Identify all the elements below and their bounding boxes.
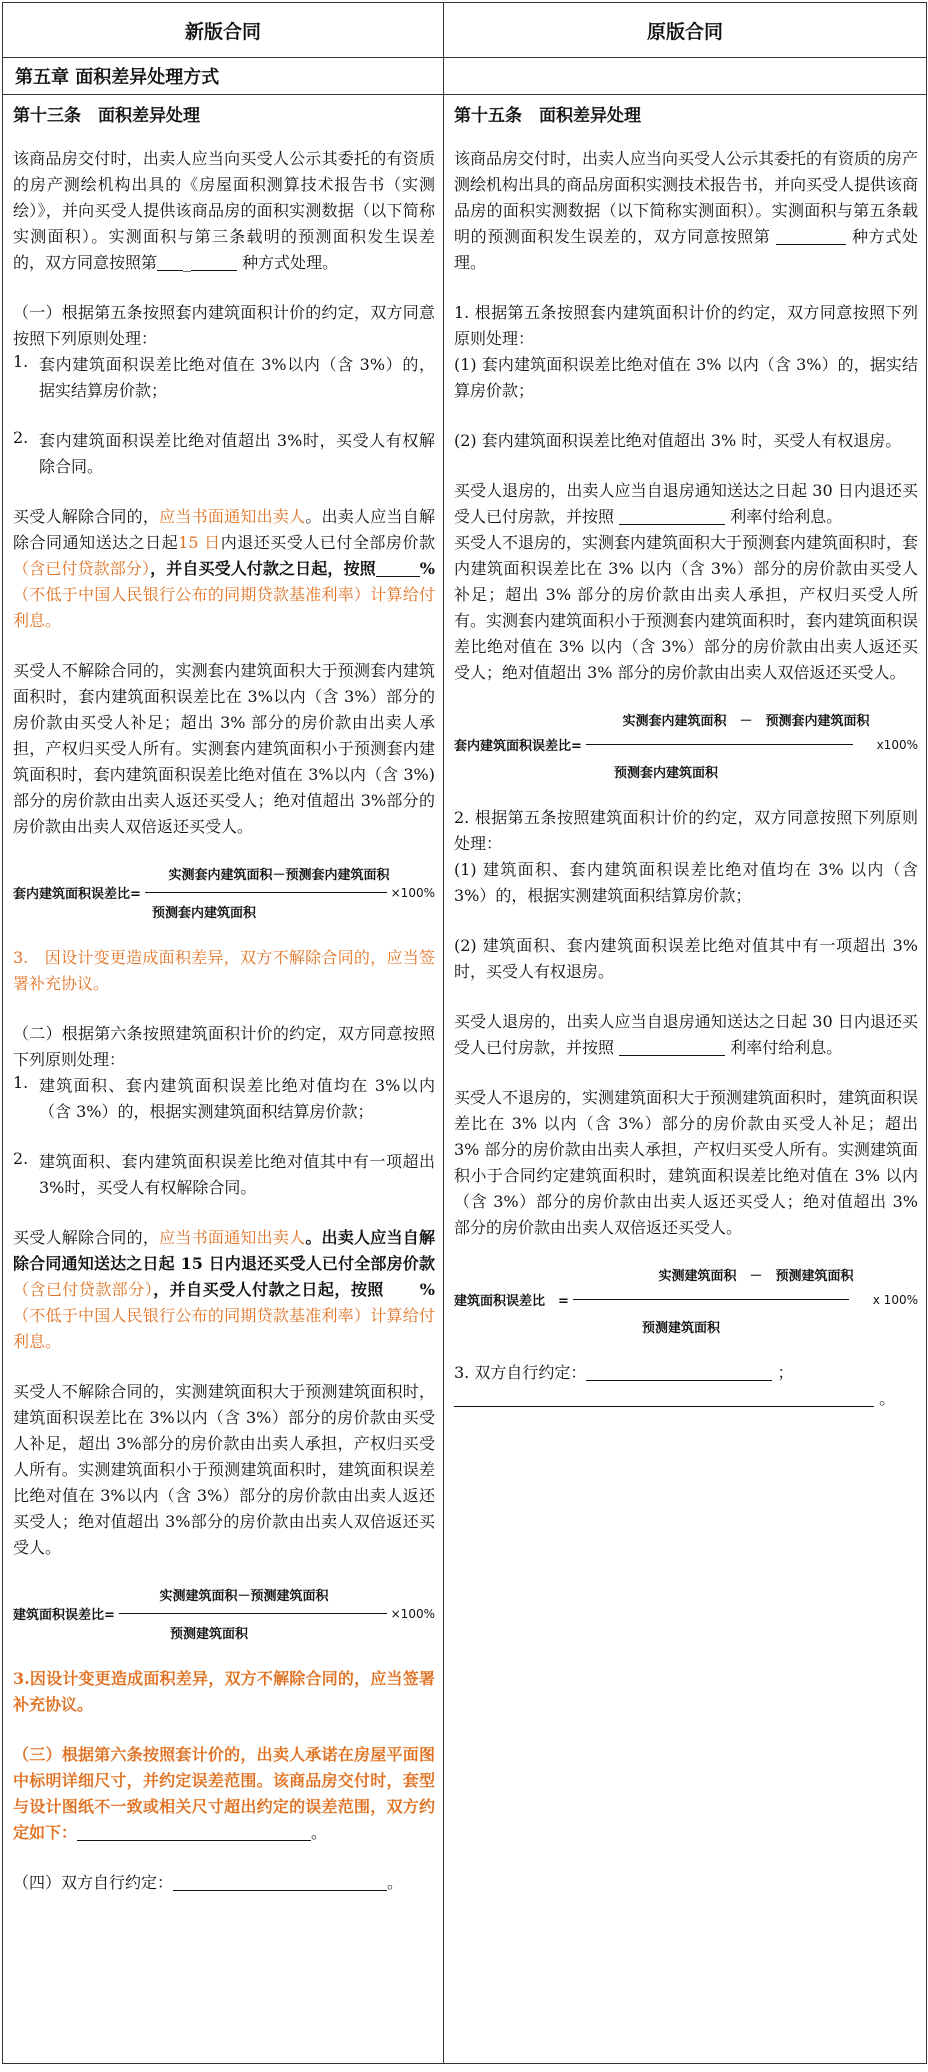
article-title: 第十三条 面积差异处理 (13, 106, 200, 126)
blank-field[interactable] (157, 252, 183, 271)
list-item-3: 3. 因设计变更造成面积差异，双方不解除合同的，应当签署补充协议。 (13, 948, 435, 993)
no-refund-paragraph-2: 买受人不退房的，实测建筑面积大于预测建筑面积时，建筑面积误差比在 3% 以内（含 3%）部分的房价款由买受人补足；超出 3% 部分的房价款由出卖人承担，产权归买受人所有。实测建筑面积小于合同约定建筑面积时，建筑面积误差比绝对值在 3% 以内（含 3%）部分的房价款由出卖人返还买受人；绝对值超出 3% 部分的房价款由出卖人双倍返还买受人。 (454, 1088, 919, 1237)
list-item: 1. 建筑面积、套内建筑面积误差比绝对值均在 3%以内（含 3%）的，根据实测建筑面积结算房价款； (13, 1073, 435, 1121)
list-item: (1) 套内建筑面积误差比绝对值在 3% 以内（含 3%）的，据实结算房价款； (454, 355, 918, 400)
intro-paragraph: 该商品房交付时，出卖人应当向买受人公示其委托的有资质的房产测绘机构出具的《房屋面积测算技术报告书（实测绘）》，并向买受人提供该商品房的面积实测数据（以下简称实测面积）。实测面积与第三条载明的预测面积发生误差的，双方同意按照第 _ 种方式处理。 (13, 149, 435, 272)
section-3: 3. 双方自行约定： ； (454, 1363, 794, 1382)
no-refund-paragraph: 买受人不退房的，实测套内建筑面积大于预测套内建筑面积时，套内建筑面积误差比在 3% 以内（含 3%）部分的房价款由买受人补足；超出 3% 部分的房价款由出卖人承担，产权归买受人所有。实测套内建筑面积小于预测套内建筑面积时，套内建筑面积误差比绝对值在 3% 以内（含 3%）部分的房价款由出卖人返还买受人；绝对值超出 3% 部分的房价款由出卖人双倍返还买受人。 (454, 533, 919, 682)
formula-inner-area: 实测套内建筑面积－预测套内建筑面积 套内建筑面积误差比= ×100% 预测套内建筑面积 (13, 868, 435, 921)
section-1-title: （一）根据第五条按照套内建筑面积计价的约定，双方同意按照下列原则处理： (13, 303, 435, 348)
article-title: 第十五条 面积差异处理 (454, 106, 641, 126)
intro-paragraph: 该商品房交付时，出卖人应当向买受人公示其委托的有资质的房产测绘机构出具的商品房面积实测技术报告书，并向买受人提供该商品房的面积实测数据（以下简称实测面积）。实测面积与第五条载明的预测面积发生误差的，双方同意按照第 种方式处理。 (454, 149, 919, 272)
section-4: （四）双方自行约定： 。 (13, 1873, 404, 1892)
section-1-title: 1. 根据第五条按照套内建筑面积计价的约定，双方同意按照下列原则处理： (454, 303, 918, 348)
rate-blank[interactable] (384, 1280, 420, 1298)
list-item: (1) 建筑面积、套内建筑面积误差比绝对值均在 3% 以内（含 3%）的，根据实测建筑面积结算房价款； (454, 860, 918, 905)
rescind-paragraph: 买受人解除合同的，应当书面通知出卖人。出卖人应当自解除合同通知送达之日起15 日内退还买受人已付全部房价款（含已付贷款部分），并自买受人付款之日起，按照 %（不低于中国人民银行公布的同期贷款基准利率）计算给付利息。 (13, 507, 435, 630)
refund-paragraph-2: 买受人退房的，出卖人应当自退房通知送达之日起 30 日内退还买受人已付房款，并按照 利率付给利息。 (454, 1012, 918, 1057)
blank-field[interactable] (173, 1872, 387, 1891)
header-original-contract: 原版合同 (444, 3, 927, 58)
list-item: (2) 建筑面积、套内建筑面积误差比绝对值其中有一项超出 3% 时，买受人有权退房。 (454, 936, 918, 981)
rate-blank[interactable] (376, 558, 420, 577)
no-rescind-paragraph-2: 买受人不解除合同的，实测建筑面积大于预测建筑面积时，建筑面积误差比在 3%以内（含 3%）部分的房价款由买受人补足，超出 3%部分的房价款由出卖人承担，产权归买受人所有。实测建筑面积小于预测建筑面积时，建筑面积误差比绝对值在 3%以内（含 3%）部分的房价款由出卖人返还买受人；绝对值超出 3%部分的房价款由出卖人双倍返还买受人。 (13, 1382, 435, 1557)
chapter-title-empty (444, 58, 927, 95)
list-item: 1. 套内建筑面积误差比绝对值在 3%以内（含 3%）的，据实结算房价款； (13, 352, 435, 400)
section-2-title: 2. 根据第五条按照建筑面积计价的约定，双方同意按照下列原则处理： (454, 808, 918, 853)
rescind-paragraph-2: 买受人解除合同的，应当书面通知出卖人。出卖人应当自解除合同通知送达之日起 15 日内退还买受人已付全部房价款（含已付贷款部分），并自买受人付款之日起，按照 %（不低于中国人民银行公布的同期贷款基准利率）计算给付利息。 (13, 1228, 435, 1351)
list-item: (2) 套内建筑面积误差比绝对值超出 3% 时，买受人有权退房。 (454, 431, 902, 450)
blank-field[interactable] (454, 1388, 874, 1407)
section-3-line-2: 。 (454, 1386, 918, 1412)
list-item: 2. 套内建筑面积误差比绝对值超出 3%时，买受人有权解除合同。 (13, 428, 435, 476)
formula-inner-area: 实测套内建筑面积 － 预测套内建筑面积 套内建筑面积误差比= x100% 预测套内建筑面积 (454, 714, 918, 781)
blank-field[interactable] (77, 1822, 311, 1841)
blank-field[interactable] (586, 1362, 772, 1381)
section-2-title: （二）根据第六条按照建筑面积计价的约定，双方同意按照下列原则处理： (13, 1024, 435, 1069)
section-3: （三）根据第六条按照套计价的，出卖人承诺在房屋平面图中标明详细尺寸，并约定误差范围。该商品房交付时，套型与设计图纸不一致或相关尺寸超出约定的误差范围，双方约定如下： 。 (13, 1745, 435, 1842)
comparison-table (2, 2, 927, 2064)
header-new-contract: 新版合同 (3, 3, 444, 58)
new-contract-column (3, 95, 444, 2064)
original-contract-column (444, 95, 927, 2064)
chapter-title: 第五章 面积差异处理方式 (3, 58, 444, 95)
blank-field[interactable] (191, 252, 237, 271)
formula-building-area: 实测建筑面积 － 预测建筑面积 建筑面积误差比 = x 100% 预测建筑面积 (454, 1269, 918, 1336)
rate-blank[interactable] (619, 1037, 725, 1056)
list-item-3-b: 3.因设计变更造成面积差异，双方不解除合同的，应当签署补充协议。 (13, 1669, 435, 1714)
blank-field[interactable] (776, 226, 846, 245)
rate-blank[interactable] (619, 506, 725, 525)
formula-building-area: 实测建筑面积－预测建筑面积 建筑面积误差比= ×100% 预测建筑面积 (13, 1589, 435, 1642)
list-item: 2. 建筑面积、套内建筑面积误差比绝对值其中有一项超出 3%时，买受人有权解除合同。 (13, 1149, 435, 1197)
refund-paragraph: 买受人退房的，出卖人应当自退房通知送达之日起 30 日内退还买受人已付房款，并按照 利率付给利息。 (454, 481, 918, 526)
no-rescind-paragraph: 买受人不解除合同的，实测套内建筑面积大于预测套内建筑面积时，套内建筑面积误差比在 3%以内（含 3%）部分的房价款由买受人补足；超出 3% 部分的房价款由出卖人承担，产权归买受人所有。实测套内建筑面积小于预测套内建筑面积时，套内建筑面积误差比绝对值在 3%以内（含 3%)部分的房价款由出卖人返还买受人；绝对值超出 3%部分的房价款由出卖人双倍返还买受人。 (13, 661, 435, 836)
